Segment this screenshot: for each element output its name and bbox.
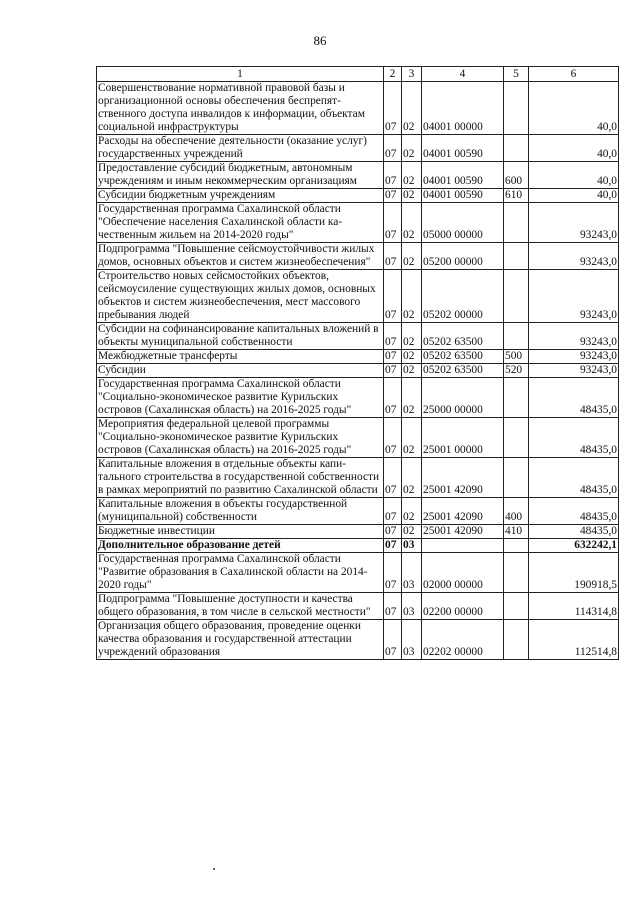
row-section: 07 [384, 553, 402, 593]
row-expense-type [504, 539, 529, 553]
row-amount: 93243,0 [529, 364, 619, 378]
row-amount: 93243,0 [529, 350, 619, 364]
row-section: 07 [384, 364, 402, 378]
table-row [97, 270, 619, 323]
row-expense-type: 520 [504, 364, 529, 378]
row-target-article: 25001 42090 [422, 458, 504, 498]
row-amount: 93243,0 [529, 323, 619, 350]
row-subsection: 02 [402, 203, 422, 243]
row-section: 07 [384, 350, 402, 364]
row-subsection: 02 [402, 243, 422, 270]
row-target-article: 04001 00590 [422, 162, 504, 189]
row-section: 07 [384, 378, 402, 418]
row-expense-type [504, 243, 529, 270]
page-number: 86 [313, 33, 327, 48]
row-amount: 93243,0 [529, 203, 619, 243]
table-row [97, 189, 619, 203]
row-target-article: 02000 00000 [422, 553, 504, 593]
row-name: Организация общего образования, проведение оценки качества образования и государственной аттестации учреждений образования [97, 620, 384, 660]
row-amount: 632242,1 [529, 539, 619, 553]
table-row [97, 364, 619, 378]
row-target-article: 25001 42090 [422, 525, 504, 539]
row-subsection: 03 [402, 593, 422, 620]
row-expense-type [504, 458, 529, 498]
table-row [97, 458, 619, 498]
row-section: 07 [384, 203, 402, 243]
table-row [97, 243, 619, 270]
row-amount: 40,0 [529, 162, 619, 189]
row-subsection: 02 [402, 378, 422, 418]
table-row [97, 162, 619, 189]
row-expense-type: 400 [504, 498, 529, 525]
row-amount: 93243,0 [529, 270, 619, 323]
row-expense-type [504, 553, 529, 593]
row-target-article: 05200 00000 [422, 243, 504, 270]
table-row [97, 553, 619, 593]
row-target-article: 25001 42090 [422, 498, 504, 525]
row-amount: 48435,0 [529, 378, 619, 418]
row-section: 07 [384, 243, 402, 270]
row-target-article: 05202 63500 [422, 323, 504, 350]
row-amount: 48435,0 [529, 458, 619, 498]
table-row [97, 593, 619, 620]
table-row [97, 418, 619, 458]
row-expense-type [504, 203, 529, 243]
row-subsection: 03 [402, 620, 422, 660]
row-expense-type [504, 620, 529, 660]
header-col-name: 1 [97, 67, 384, 82]
table-row [97, 539, 619, 553]
row-expense-type [504, 82, 529, 135]
row-expense-type [504, 593, 529, 620]
row-section: 07 [384, 135, 402, 162]
row-name: Субсидии [97, 364, 384, 378]
row-amount: 112514,8 [529, 620, 619, 660]
row-name: Государственная программа Сахалинской области "Обеспечение населения Сахалинской области качественным жильем на 2014-2020 годы" [97, 203, 384, 243]
row-name: Предоставление субсидий бюджетным, автономным учреждениям и иным некоммерческим организациям [97, 162, 384, 189]
row-amount: 48435,0 [529, 525, 619, 539]
row-expense-type [504, 418, 529, 458]
row-subsection: 02 [402, 364, 422, 378]
row-name: Государственная программа Сахалинской области "Социально-экономическое развитие Курильских островов (Сахалинская область) на 2016-2025 годы" [97, 378, 384, 418]
row-name: Строительство новых сейсмостойких объектов, сейсмоусиление существующих жилых домов, основных объектов и систем жизнеобеспечения, мест массового пребывания людей [97, 270, 384, 323]
row-subsection: 02 [402, 498, 422, 525]
table-row [97, 82, 619, 135]
row-expense-type: 500 [504, 350, 529, 364]
row-subsection: 02 [402, 525, 422, 539]
row-name: Дополнительное образование детей [97, 539, 384, 553]
header-col-expense-type: 5 [504, 67, 529, 82]
row-subsection: 03 [402, 553, 422, 593]
row-section: 07 [384, 593, 402, 620]
row-name: Подпрограмма "Повышение доступности и качества общего образования, в том числе в сельской местности" [97, 593, 384, 620]
row-target-article [422, 539, 504, 553]
row-name: Межбюджетные трансферты [97, 350, 384, 364]
row-target-article: 02200 00000 [422, 593, 504, 620]
row-section: 07 [384, 162, 402, 189]
header-col-target-article: 4 [422, 67, 504, 82]
row-name: Субсидии бюджетным учреждениям [97, 189, 384, 203]
row-name: Совершенствование нормативной правовой базы и организационной основы обеспечения беспрепятственного доступа инвалидов к информации, объектам социальной инфраструктуры [97, 82, 384, 135]
row-subsection: 03 [402, 539, 422, 553]
row-section: 07 [384, 189, 402, 203]
table-row [97, 323, 619, 350]
row-amount: 93243,0 [529, 243, 619, 270]
row-amount: 48435,0 [529, 498, 619, 525]
header-col-amount: 6 [529, 67, 619, 82]
row-amount: 40,0 [529, 82, 619, 135]
row-target-article: 05000 00000 [422, 203, 504, 243]
scan-speck [213, 868, 215, 870]
table-header-row [97, 67, 619, 82]
row-amount: 114314,8 [529, 593, 619, 620]
budget-table [96, 66, 619, 660]
row-subsection: 02 [402, 162, 422, 189]
row-expense-type [504, 378, 529, 418]
row-section: 07 [384, 525, 402, 539]
table-row [97, 203, 619, 243]
row-name: Подпрограмма "Повышение сейсмоустойчивости жилых домов, основных объектов и систем жизнеобеспечения" [97, 243, 384, 270]
table-row [97, 620, 619, 660]
row-name: Капитальные вложения в объекты государственной (муниципальной) собственности [97, 498, 384, 525]
row-expense-type [504, 270, 529, 323]
row-target-article: 05202 63500 [422, 350, 504, 364]
row-section: 07 [384, 82, 402, 135]
table-row [97, 525, 619, 539]
table-row [97, 498, 619, 525]
row-target-article: 02202 00000 [422, 620, 504, 660]
row-section: 07 [384, 539, 402, 553]
header-col-subsection: 3 [402, 67, 422, 82]
row-subsection: 02 [402, 82, 422, 135]
table-row [97, 135, 619, 162]
row-amount: 190918,5 [529, 553, 619, 593]
row-target-article: 04001 00590 [422, 189, 504, 203]
row-expense-type: 600 [504, 162, 529, 189]
row-target-article: 05202 63500 [422, 364, 504, 378]
row-amount: 40,0 [529, 135, 619, 162]
table-row [97, 350, 619, 364]
row-expense-type [504, 323, 529, 350]
row-name: Мероприятия федеральной целевой программы "Социально-экономическое развитие Курильских островов (Сахалинская область) на 2016-2025 годы" [97, 418, 384, 458]
row-subsection: 02 [402, 458, 422, 498]
row-section: 07 [384, 418, 402, 458]
row-target-article: 04001 00000 [422, 82, 504, 135]
row-section: 07 [384, 323, 402, 350]
row-target-article: 04001 00590 [422, 135, 504, 162]
row-target-article: 25000 00000 [422, 378, 504, 418]
row-expense-type: 610 [504, 189, 529, 203]
row-name: Бюджетные инвестиции [97, 525, 384, 539]
row-name: Субсидии на софинансирование капитальных вложений в объекты муниципальной собственности [97, 323, 384, 350]
row-target-article: 05202 00000 [422, 270, 504, 323]
row-name: Капитальные вложения в отдельные объекты капитального строительства в государственной собственности в рамках мероприятий по развитию Сахалинской области [97, 458, 384, 498]
row-section: 07 [384, 498, 402, 525]
row-section: 07 [384, 270, 402, 323]
row-subsection: 02 [402, 270, 422, 323]
row-target-article: 25001 00000 [422, 418, 504, 458]
row-name: Расходы на обеспечение деятельности (оказание услуг) государственных учреждений [97, 135, 384, 162]
row-subsection: 02 [402, 189, 422, 203]
header-col-section: 2 [384, 67, 402, 82]
row-subsection: 02 [402, 418, 422, 458]
row-subsection: 02 [402, 350, 422, 364]
row-subsection: 02 [402, 323, 422, 350]
row-section: 07 [384, 620, 402, 660]
row-expense-type: 410 [504, 525, 529, 539]
row-name: Государственная программа Сахалинской области "Развитие образования в Сахалинской области на 2014-2020 годы" [97, 553, 384, 593]
row-expense-type [504, 135, 529, 162]
row-amount: 40,0 [529, 189, 619, 203]
row-section: 07 [384, 458, 402, 498]
table-row [97, 378, 619, 418]
row-amount: 48435,0 [529, 418, 619, 458]
row-subsection: 02 [402, 135, 422, 162]
